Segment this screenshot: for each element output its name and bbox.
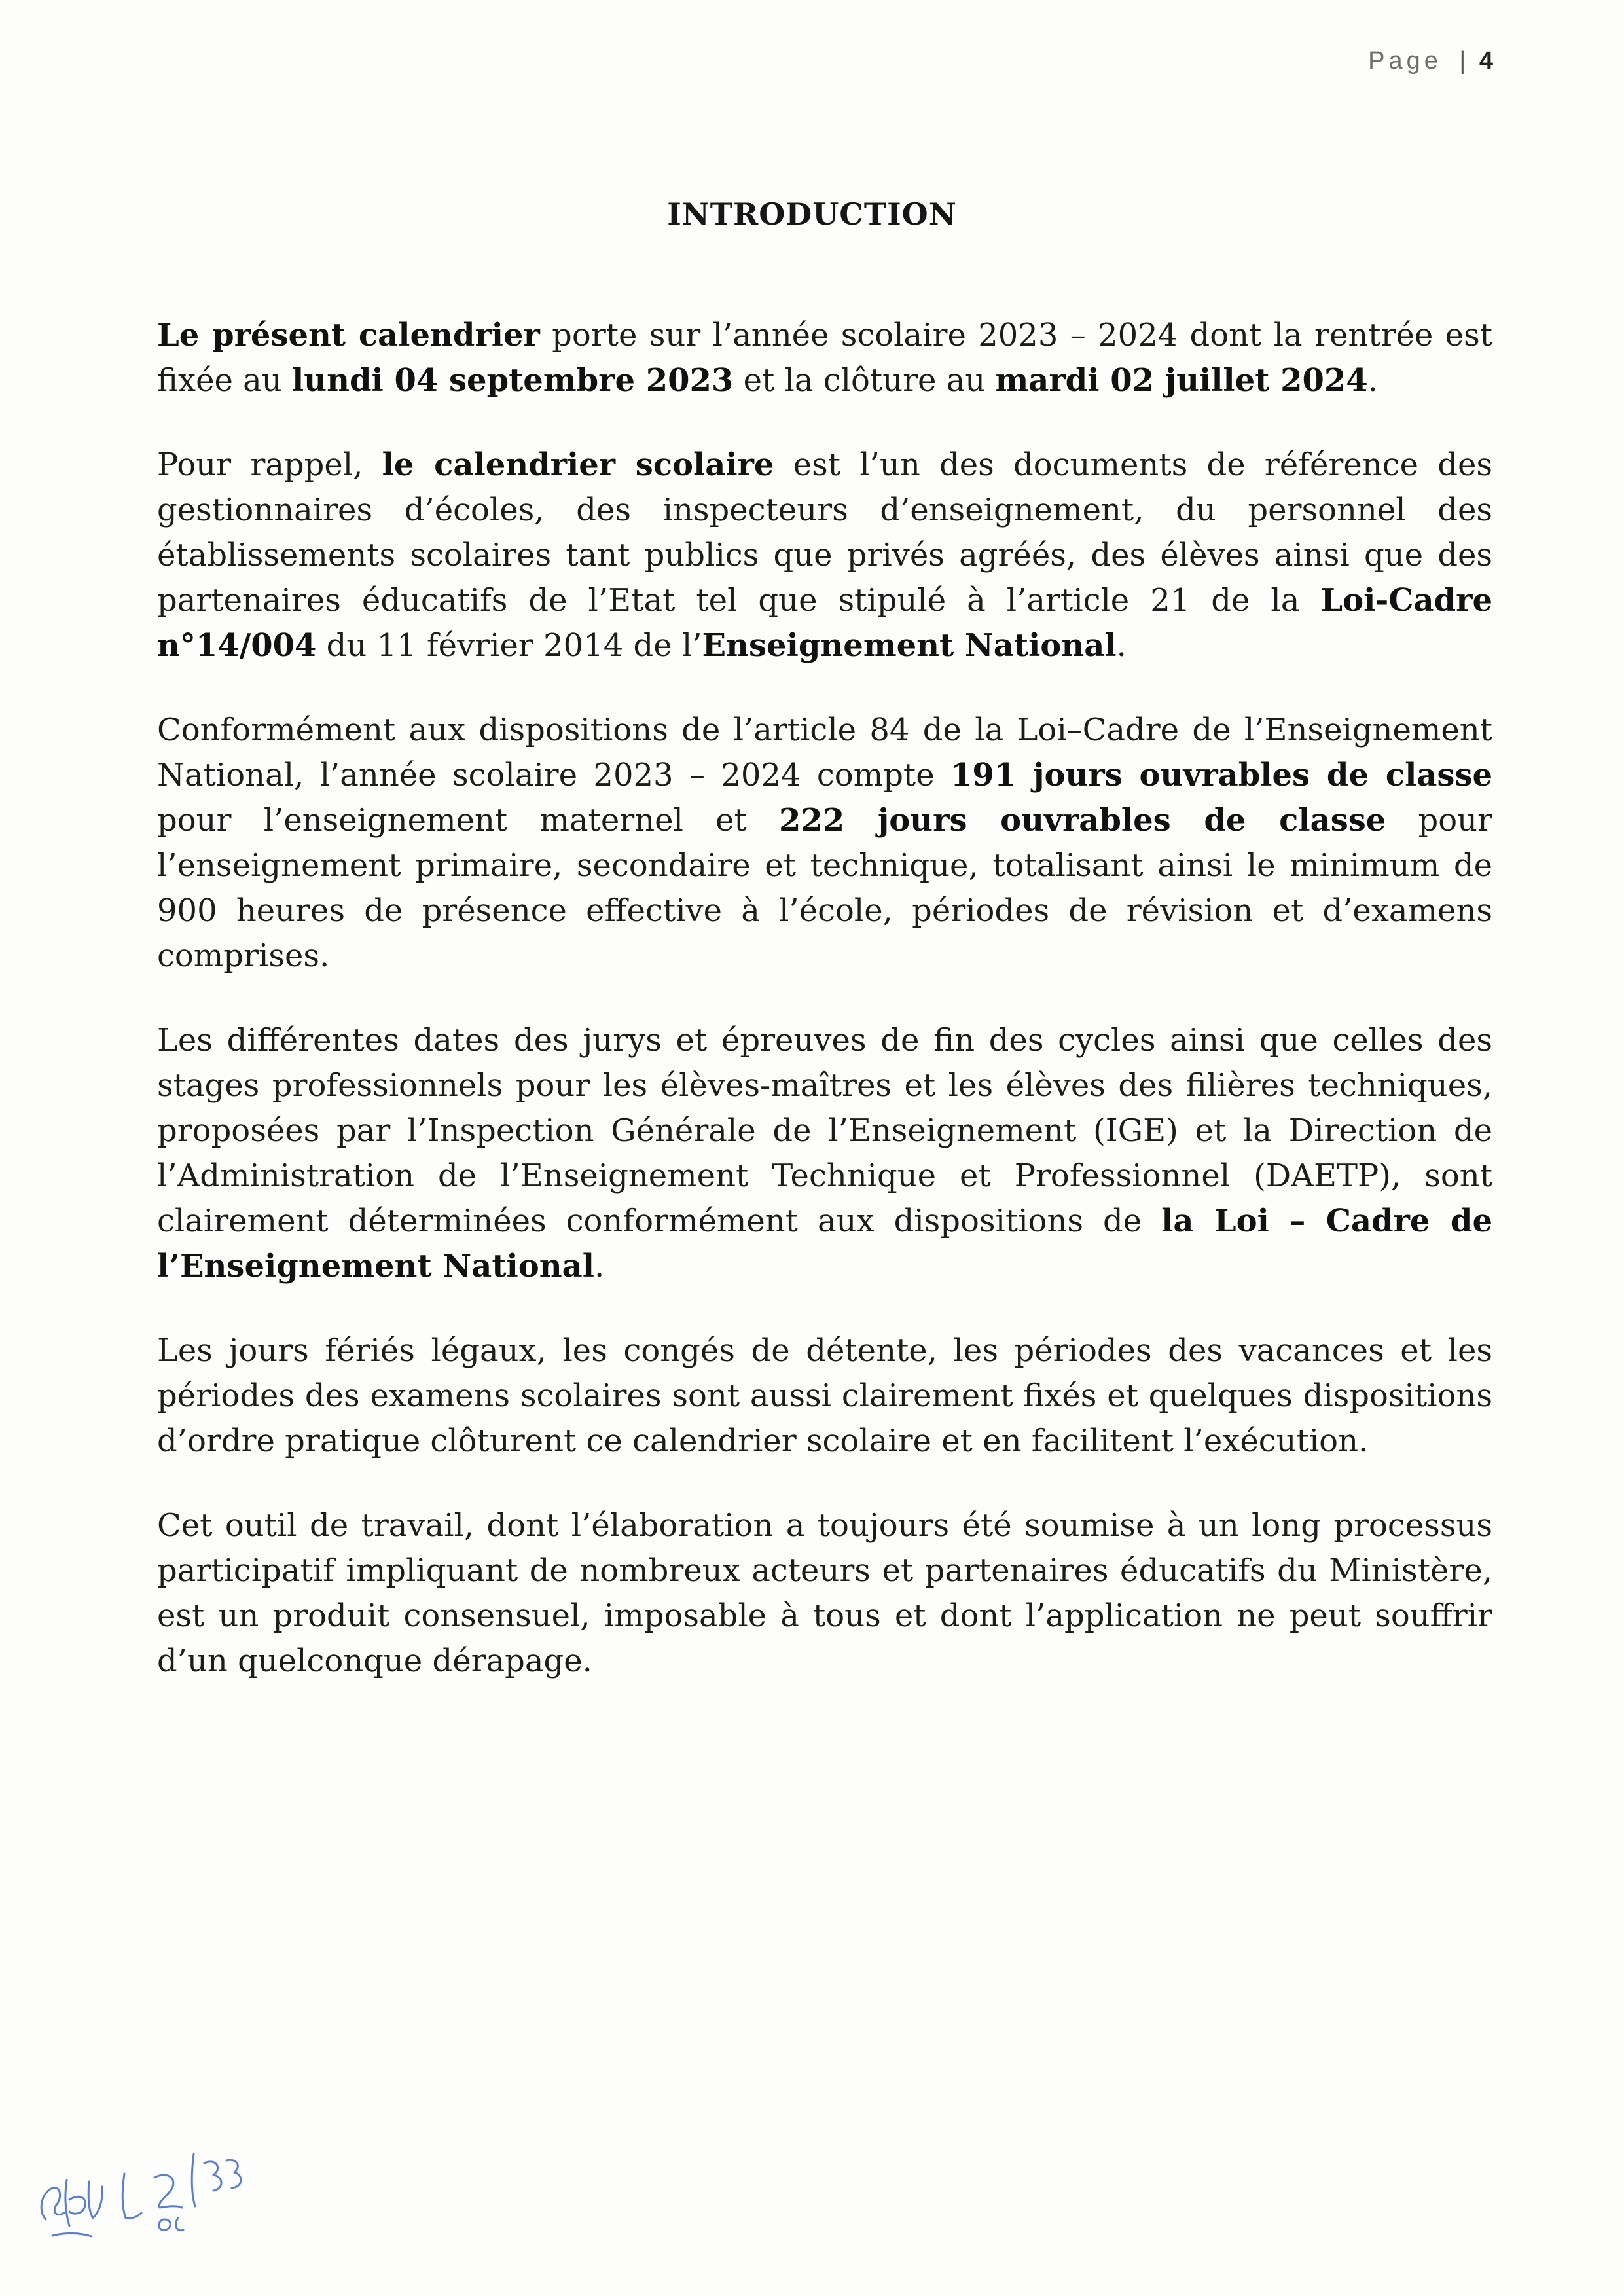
paragraph-1 — [157, 313, 1492, 403]
p4-bold-1: la Loi – Cadre de l’Enseignement National — [157, 1203, 1493, 1285]
page-title: INTRODUCTION — [667, 196, 957, 232]
p4-text-1: Les différentes dates des jurys et épreuves de fin des cycles ainsi que celles des stages professionnels pour les élèves-maîtres et les élèves des filières techniques, proposées par l’Inspection Générale de l’Enseignement (IGE) et la Direction de l’Administration de l’Enseignement Technique et Professionnel (DAETP), sont clairement déterminées conformément aux dispositions de — [157, 1022, 1492, 1239]
p6-text-1: Cet outil de travail, dont l’élaboration a toujours été soumise à un long processus participatif impliquant de nombreux acteurs et partenaires éducatifs du Ministère, est un produit consensuel, imposable à tous et dont l’application ne peut souffrir d’un quelconque dérapage. — [157, 1507, 1492, 1679]
p3-bold-2: 222 jours ouvrables de classe — [779, 802, 1386, 839]
p2-text-1: Pour rappel, — [157, 446, 382, 483]
p1-bold-3: mardi 02 juillet 2024 — [995, 362, 1368, 399]
p2-text-4: . — [1116, 627, 1127, 664]
paragraph-2 — [157, 443, 1492, 668]
paragraph-3 — [157, 708, 1492, 979]
p2-text-2: est l’un des documents de référence des gestionnaires d’écoles, des inspecteurs d’enseignement, du personnel des établissements scolaires tant publics que privés agréés, des élèves ainsi que des partenaires éducatifs de l’Etat tel que stipulé à l’article 21 de la — [157, 446, 1493, 619]
page-separator: | — [1459, 47, 1466, 75]
p1-bold-2: lundi 04 septembre 2023 — [291, 362, 734, 399]
p1-text-3: . — [1367, 362, 1378, 399]
p3-bold-1: 191 jours ouvrables de classe — [950, 757, 1493, 793]
p3-text-3: pour l’enseignement primaire, secondaire et technique, totalisant ainsi le minimum de 900 heures de présence effective à l’école, périodes de révision et d’examens comprises. — [157, 802, 1493, 974]
p3-text-1: Conformément aux dispositions de l’article 84 de la Loi–Cadre de l’Enseignement National, l’année scolaire 2023 – 2024 compte — [157, 712, 1492, 793]
p5-text-1: Les jours fériés légaux, les congés de détente, les périodes des vacances et les périodes des examens scolaires sont aussi clairement fixés et quelques dispositions d’ordre pratique clôturent ce calendrier scolaire et en facilitent l’exécution. — [157, 1332, 1492, 1459]
paragraph-6 — [157, 1503, 1492, 1684]
p3-text-2: pour l’enseignement maternel et — [157, 802, 779, 839]
p2-text-3: du 11 février 2014 de l’ — [316, 627, 702, 664]
page-label: Page — [1368, 47, 1442, 75]
p2-bold-1: le calendrier scolaire — [382, 446, 774, 483]
document-body — [157, 313, 1492, 1723]
page-number: 4 — [1479, 47, 1493, 75]
paragraph-5 — [157, 1328, 1492, 1464]
page-number-header — [1368, 47, 1493, 75]
p1-text-1: porte sur l’année scolaire 2023 – 2024 dont la rentrée est fixée au — [157, 317, 1492, 399]
handwritten-initials-signature — [26, 2134, 249, 2246]
paragraph-4 — [157, 1018, 1492, 1289]
p1-text-2: et la clôture au — [733, 362, 996, 399]
p4-text-2: . — [594, 1248, 605, 1285]
p1-bold-1: Le présent calendrier — [157, 317, 540, 354]
p2-bold-2: Loi-Cadre n°14/004 — [157, 582, 1492, 664]
p2-bold-3: Enseignement National — [702, 627, 1117, 664]
